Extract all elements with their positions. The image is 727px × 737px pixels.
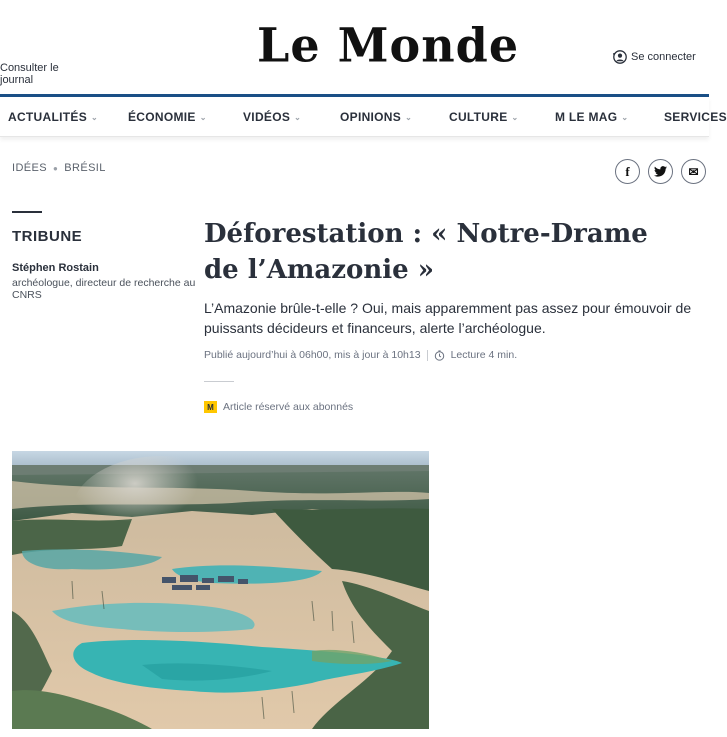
breadcrumb <box>12 162 106 174</box>
publication-date: Publié aujourd’hui à 06h00, mis à jour à 10h13 <box>204 349 421 361</box>
breadcrumb-topic[interactable]: BRÉSIL <box>64 162 106 174</box>
article-lead: L’Amazonie brûle-t-elle ? Oui, mais apparemment pas assez pour émouvoir de puissants décideurs et financeurs, alerte l’archéologue. <box>204 300 692 336</box>
author-description: archéologue, directeur de recherche au CNRS <box>12 277 196 301</box>
nav-item-label: M LE MAG <box>555 110 618 124</box>
subscriber-label: Article réservé aux abonnés <box>223 401 354 413</box>
reading-time: Lecture 4 min. <box>450 349 518 361</box>
facebook-share-button[interactable] <box>615 159 640 184</box>
article-meta <box>204 349 517 361</box>
subscriber-badge-icon: M <box>204 401 217 413</box>
breadcrumb-section[interactable]: IDÉES <box>12 162 48 174</box>
nav-item-label: VIDÉOS <box>243 110 291 124</box>
chevron-down-icon: ⌄ <box>91 113 99 122</box>
clock-icon <box>434 350 445 361</box>
nav-item-services[interactable] <box>664 110 727 124</box>
twitter-share-button[interactable] <box>648 159 673 184</box>
nav-item-label: ÉCONOMIE <box>128 110 196 124</box>
article-title: Déforestation : « Notre-Drame de l’Amazonie » <box>204 219 648 285</box>
chevron-down-icon: ⌄ <box>621 113 629 122</box>
nav-item-label: OPINIONS <box>340 110 402 124</box>
site-header <box>0 0 709 95</box>
twitter-icon <box>654 166 667 177</box>
article-kicker: TRIBUNE <box>12 228 83 245</box>
subscriber-only-notice <box>204 401 353 413</box>
nav-item-label: SERVICES <box>664 110 727 124</box>
consult-newspaper-link[interactable]: Consulter le journal <box>0 62 59 86</box>
nav-item-actualites[interactable] <box>8 110 98 124</box>
nav-item-opinions[interactable] <box>340 110 412 124</box>
article-photo[interactable] <box>12 451 429 729</box>
chevron-down-icon: ⌄ <box>405 113 413 122</box>
login-label: Se connecter <box>631 51 696 63</box>
nav-item-label: ACTUALITÉS <box>8 110 87 124</box>
chevron-down-icon: ⌄ <box>511 113 519 122</box>
author-name[interactable]: Stéphen Rostain <box>12 262 99 274</box>
le-monde-logo[interactable]: Le Monde <box>257 17 520 73</box>
login-button[interactable] <box>612 50 696 64</box>
amazon-deforestation-photo <box>12 451 429 729</box>
nav-item-culture[interactable] <box>449 110 519 124</box>
breadcrumb-separator: ● <box>53 163 59 173</box>
nav-item-label: CULTURE <box>449 110 508 124</box>
nav-item-economie[interactable] <box>128 110 207 124</box>
nav-item-videos[interactable] <box>243 110 301 124</box>
meta-divider <box>427 350 428 361</box>
mail-icon: ✉ <box>688 164 699 179</box>
user-icon <box>612 50 628 64</box>
chevron-down-icon: ⌄ <box>294 113 302 122</box>
facebook-icon: f <box>625 163 630 179</box>
meta-rule <box>204 381 234 382</box>
tribune-rule <box>12 211 42 213</box>
chevron-down-icon: ⌄ <box>199 113 207 122</box>
email-share-button[interactable] <box>681 159 706 184</box>
nav-item-m-le-mag[interactable] <box>555 110 628 124</box>
main-nav <box>0 97 727 137</box>
